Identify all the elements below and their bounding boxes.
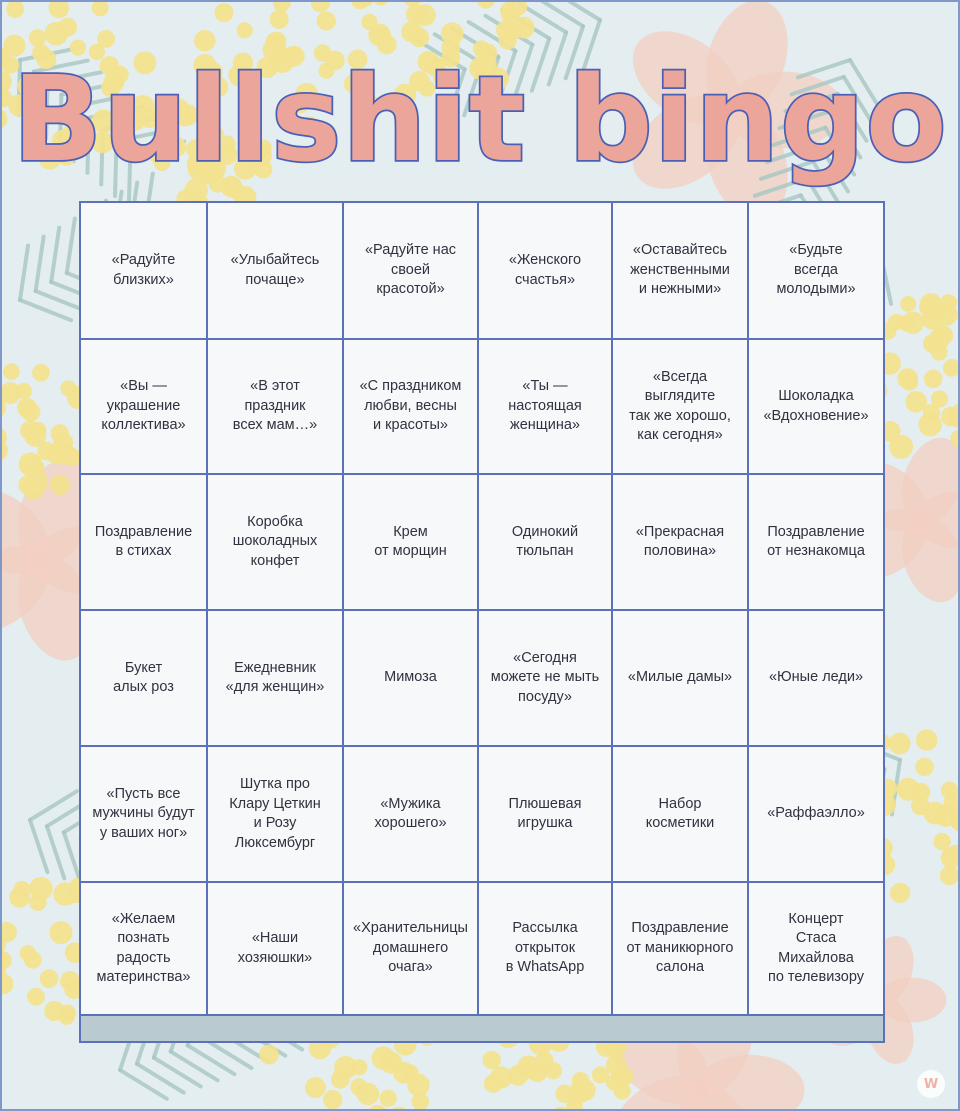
leaf-icon: [20, 246, 28, 300]
mimosa-dot-icon: [931, 390, 948, 407]
mimosa-dot-icon: [259, 1045, 279, 1065]
mimosa-dot-icon: [3, 363, 20, 380]
leaf-icon: [47, 826, 64, 878]
mimosa-dot-icon: [606, 1074, 623, 1091]
mimosa-dot-icon: [483, 1051, 501, 1069]
mimosa-dot-icon: [317, 11, 336, 30]
mimosa-dot-icon: [477, 0, 495, 9]
mimosa-dot-icon: [361, 14, 377, 30]
mimosa-dot-icon: [273, 0, 291, 12]
bingo-cell[interactable]: Поздравление от незнакомца: [749, 475, 883, 611]
mimosa-dot-icon: [60, 971, 80, 991]
mimosa-dot-icon: [924, 802, 947, 825]
bingo-cell[interactable]: «Желаем познать радость материнства»: [81, 883, 208, 1016]
bingo-cell[interactable]: Шутка про Клару Цеткин и Розу Люксембург: [208, 747, 344, 883]
mimosa-dot-icon: [924, 370, 943, 389]
mimosa-dot-icon: [555, 1085, 573, 1103]
bingo-cell[interactable]: «Милые дамы»: [613, 611, 749, 747]
bingo-grid: [81, 203, 883, 1016]
bingo-cell[interactable]: Букет алых роз: [81, 611, 208, 747]
mimosa-dot-icon: [40, 969, 59, 988]
bingo-cell[interactable]: «Хранительницы домашнего очага»: [344, 883, 479, 1016]
bingo-cell[interactable]: «Улыбайтесь почаще»: [208, 203, 344, 340]
mimosa-dot-icon: [9, 887, 30, 908]
brand-logo-icon: W: [917, 1070, 945, 1098]
mimosa-dot-icon: [50, 474, 71, 495]
bingo-cell[interactable]: «Всегда выглядите так же хорошо, как сегодня»: [613, 340, 749, 475]
mimosa-dot-icon: [905, 391, 926, 412]
bingo-cell[interactable]: «Ты — настоящая женщина»: [479, 340, 613, 475]
mimosa-dot-icon: [500, 2, 517, 19]
bingo-cell[interactable]: «В этот праздник всех мам…»: [208, 340, 344, 475]
mimosa-dot-icon: [940, 866, 959, 885]
mimosa-dot-icon: [16, 383, 32, 399]
mimosa-dot-icon: [24, 951, 42, 969]
mimosa-dot-icon: [373, 0, 389, 5]
bingo-cell[interactable]: «Оставайтесь женственными и нежными»: [613, 203, 749, 340]
leaf-icon: [30, 820, 47, 872]
mimosa-dot-icon: [29, 893, 46, 910]
mimosa-dot-icon: [46, 444, 66, 464]
bingo-cell[interactable]: Рассылка открыток в WhatsApp: [479, 883, 613, 1016]
bingo-cell[interactable]: Поздравление в стихах: [81, 475, 208, 611]
leaf-icon: [137, 1064, 184, 1093]
mimosa-dot-icon: [92, 0, 109, 16]
mimosa-dot-icon: [27, 472, 48, 493]
mimosa-dot-icon: [889, 733, 911, 755]
mimosa-dot-icon: [305, 1077, 326, 1098]
leaf-icon: [205, 1039, 252, 1068]
leaf-icon: [36, 237, 44, 291]
bingo-cell[interactable]: Плюшевая игрушка: [479, 747, 613, 883]
mimosa-dot-icon: [388, 1107, 411, 1111]
bingo-cell[interactable]: Одинокий тюльпан: [479, 475, 613, 611]
mimosa-dot-icon: [351, 1059, 367, 1075]
bingo-cell[interactable]: «Мужика хорошего»: [344, 747, 479, 883]
mimosa-dot-icon: [58, 1008, 75, 1025]
page-title: Bullshit bingo: [12, 50, 948, 188]
bingo-cell[interactable]: Крем от морщин: [344, 475, 479, 611]
mimosa-dot-icon: [311, 0, 330, 12]
bingo-cell[interactable]: «Радуйте близких»: [81, 203, 208, 340]
mimosa-dot-icon: [898, 315, 914, 331]
mimosa-dot-icon: [27, 988, 45, 1006]
mimosa-dot-icon: [269, 10, 288, 29]
mimosa-dot-icon: [912, 783, 931, 802]
bingo-cell[interactable]: «Радуйте нас своей красотой»: [344, 203, 479, 340]
mimosa-dot-icon: [49, 921, 72, 944]
mimosa-dot-icon: [943, 359, 960, 377]
bingo-cell[interactable]: «Женского счастья»: [479, 203, 613, 340]
mimosa-dot-icon: [323, 1090, 342, 1109]
mimosa-dot-icon: [21, 402, 40, 421]
title-banner: [0, 40, 960, 210]
bingo-cell[interactable]: «Вы — украшение коллектива»: [81, 340, 208, 475]
mimosa-dot-icon: [403, 1065, 419, 1081]
leaf-icon: [67, 219, 75, 273]
mimosa-dot-icon: [63, 449, 79, 465]
bingo-cell[interactable]: Мимоза: [344, 611, 479, 747]
bingo-cell[interactable]: Концерт Стаса Михайлова по телевизору: [749, 883, 883, 1016]
leaf-icon: [188, 1045, 235, 1074]
mimosa-dot-icon: [490, 1066, 512, 1088]
mimosa-dot-icon: [528, 1062, 548, 1082]
mimosa-dot-icon: [406, 4, 427, 25]
mimosa-dot-icon: [6, 0, 24, 18]
mimosa-dot-icon: [372, 1046, 395, 1069]
mimosa-dot-icon: [30, 422, 46, 438]
mimosa-dot-icon: [900, 296, 916, 312]
bingo-cell[interactable]: «Наши хозяюшки»: [208, 883, 344, 1016]
bingo-cell[interactable]: «Будьте всегда молодыми»: [749, 203, 883, 340]
mimosa-dot-icon: [941, 407, 960, 427]
bingo-cell[interactable]: Шоколадка «Вдохновение»: [749, 340, 883, 475]
mimosa-dot-icon: [916, 729, 938, 751]
leaf-icon: [120, 1070, 167, 1099]
bingo-cell[interactable]: «Прекрасная половина»: [613, 475, 749, 611]
mimosa-dot-icon: [49, 0, 69, 18]
mimosa-dot-icon: [901, 374, 918, 391]
leaf-icon: [171, 1052, 218, 1081]
bingo-cell[interactable]: Набор косметики: [613, 747, 749, 883]
bingo-cell[interactable]: «С праздником любви, весны и красоты»: [344, 340, 479, 475]
bingo-cell[interactable]: Коробка шоколадных конфет: [208, 475, 344, 611]
mimosa-dot-icon: [214, 3, 233, 22]
mimosa-dot-icon: [920, 293, 942, 315]
bingo-board: [79, 201, 885, 1043]
mimosa-dot-icon: [513, 17, 535, 39]
mimosa-dot-icon: [51, 424, 69, 442]
mimosa-dot-icon: [380, 1090, 397, 1107]
bingo-cell[interactable]: «Сегодня можете не мыть посуду»: [479, 611, 613, 747]
mimosa-dot-icon: [606, 1054, 627, 1075]
mimosa-dot-icon: [931, 344, 948, 361]
mimosa-dot-icon: [941, 847, 960, 868]
bingo-cell[interactable]: Ежедневник «для женщин»: [208, 611, 344, 747]
leaf-icon: [51, 228, 59, 282]
bingo-cell[interactable]: Поздравление от маникюрного салона: [613, 883, 749, 1016]
bingo-cell[interactable]: «Раффаэлло»: [749, 747, 883, 883]
bingo-cell[interactable]: «Юные леди»: [749, 611, 883, 747]
mimosa-dot-icon: [357, 1083, 380, 1106]
bingo-cell[interactable]: «Пусть все мужчины будут у ваших ног»: [81, 747, 208, 883]
mimosa-dot-icon: [60, 380, 76, 396]
mimosa-dot-icon: [237, 22, 253, 38]
leaf-icon: [154, 1058, 201, 1087]
leaf-icon: [30, 791, 77, 820]
mimosa-dot-icon: [915, 758, 933, 776]
mimosa-dot-icon: [32, 364, 50, 382]
mimosa-dot-icon: [890, 883, 910, 903]
